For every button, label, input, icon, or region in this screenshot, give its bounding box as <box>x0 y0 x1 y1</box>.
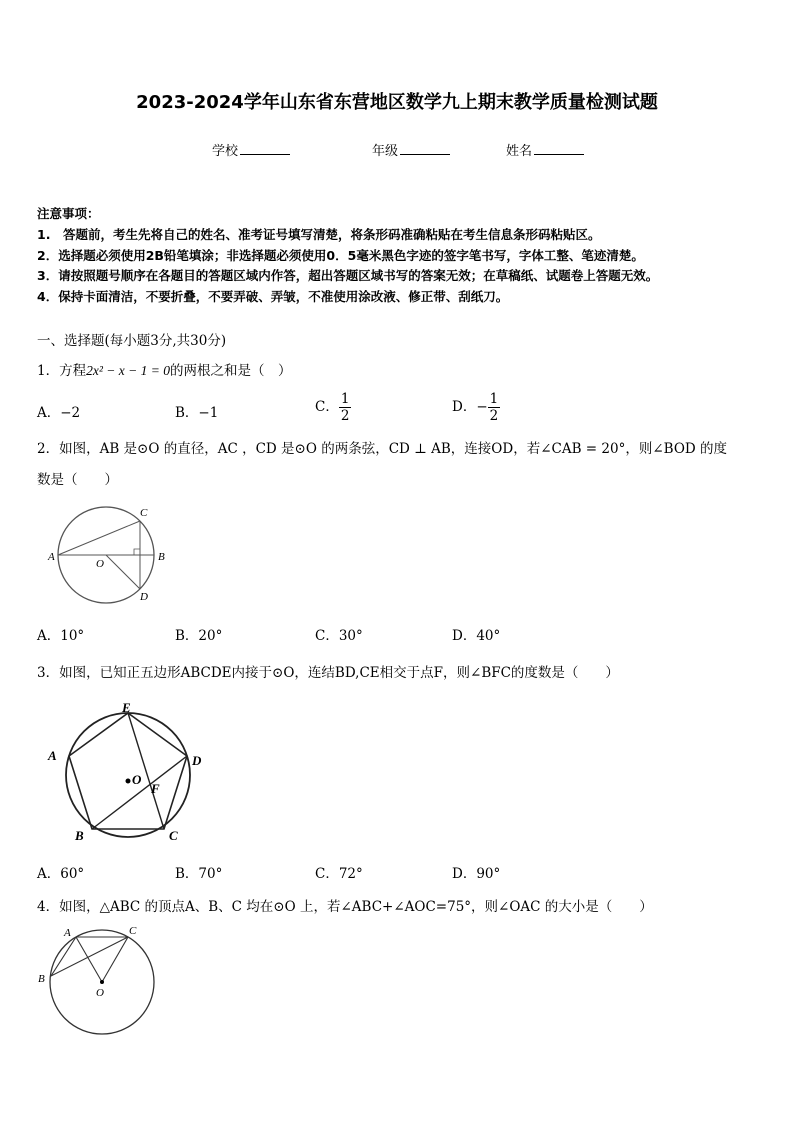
school-blank[interactable] <box>240 143 290 155</box>
grade-blank[interactable] <box>400 143 450 155</box>
q3-label-a: A <box>48 748 57 763</box>
question-1 <box>37 359 291 379</box>
q1-equation: 2x² − x − 1 = 0 <box>86 363 170 378</box>
grade-field <box>372 140 450 159</box>
name-field <box>506 140 584 159</box>
q3-pentagon <box>69 713 187 829</box>
q3-figure <box>44 697 214 847</box>
q1-suffix: 的两根之和是（ ） <box>169 363 292 379</box>
q2-option-b[interactable]: B．20° <box>175 628 223 644</box>
question-3: 3．如图，已知正五边形ABCDE内接于⊙O，连结BD,CE相交于点F，则∠BFC的度数是（ ） <box>37 665 619 681</box>
question-2-line-1: 2．如图，AB 是⊙O 的直径，AC ，CD 是⊙O 的两条弦，CD ⊥ AB，连接OD，若∠CAB = 20°，则∠BOD 的度 <box>37 441 727 457</box>
q3-center-dot <box>126 779 131 784</box>
note-item: 4．保持卡面清洁，不要折叠，不要弄破、弄皱，不准使用涂改液、修正带、刮纸刀。 <box>37 289 509 304</box>
school-label: 学校 <box>212 144 239 159</box>
q2-label-c: C <box>140 507 148 519</box>
q3-circle <box>66 713 190 837</box>
q2-option-d[interactable]: D．40° <box>452 628 501 644</box>
q4-label-a: A <box>64 927 71 939</box>
q3-label-c: C <box>169 828 178 843</box>
q3-diagonal-ce <box>128 713 164 829</box>
q1-prefix: 1．方程 <box>37 363 87 379</box>
q1-option-c-label: C． <box>315 399 339 415</box>
q4-label-c: C <box>129 925 137 937</box>
name-blank[interactable] <box>534 143 584 155</box>
note-item: 3．请按照题号顺序在各题目的答题区域内作答，超出答题区域书写的答案无效；在草稿纸、试题卷上答题无效。 <box>37 268 659 283</box>
q4-figure <box>36 922 166 1042</box>
q1-option-b[interactable]: B．−1 <box>175 405 219 421</box>
q2-segment-od <box>106 555 140 589</box>
q1-option-c-fraction <box>339 391 352 424</box>
q1-option-d[interactable] <box>452 391 500 424</box>
q2-label-o: O <box>96 558 104 570</box>
page-title: 2023-2024学年山东省东营地区数学九上期末教学质量检测试题 <box>136 92 658 113</box>
q3-option-c[interactable]: C．72° <box>315 866 363 882</box>
q2-option-c[interactable]: C．30° <box>315 628 363 644</box>
fraction-numerator: 1 <box>340 391 350 407</box>
q4-label-o: O <box>96 987 104 999</box>
q3-option-b[interactable]: B．70° <box>175 866 223 882</box>
q2-chord-ac <box>58 521 140 555</box>
fraction-denominator: 2 <box>489 408 499 424</box>
q3-option-a[interactable]: A．60° <box>37 866 85 882</box>
section-heading: 一、选择题(每小题3分,共30分) <box>37 333 227 349</box>
school-field <box>212 140 290 159</box>
q4-segment-oa <box>76 937 102 982</box>
q2-right-angle-mark <box>134 549 140 555</box>
q3-label-o: O <box>132 772 142 787</box>
q2-label-b: B <box>158 551 165 563</box>
question-2-line-2: 数是（ ） <box>37 472 118 488</box>
q3-label-f: F <box>151 781 160 796</box>
notes-heading: 注意事项： <box>37 206 100 221</box>
grade-label: 年级 <box>372 144 399 159</box>
note-item: 2．选择题必须使用2B铅笔填涂；非选择题必须使用0．5毫米黑色字迹的签字笔书写，字体工整、笔迹清楚。 <box>37 248 644 263</box>
question-4: 4．如图，△ABC 的顶点A、B、C 均在⊙O 上，若∠ABC+∠AOC=75°，则∠OAC 的大小是（ ） <box>37 899 653 915</box>
q2-label-a: A <box>48 551 55 563</box>
q3-label-b: B <box>75 828 84 843</box>
name-label: 姓名 <box>506 144 533 159</box>
q1-option-d-fraction <box>488 391 501 424</box>
q2-figure <box>40 500 170 610</box>
note-item: 1. 答题前，考生先将自己的姓名、准考证号填写清楚，将条形码准确粘贴在考生信息条形码粘贴区。 <box>37 227 601 242</box>
q3-label-d: D <box>192 753 202 768</box>
q3-label-e: E <box>122 700 131 715</box>
q4-label-b: B <box>38 973 45 985</box>
q3-option-d[interactable]: D．90° <box>452 866 501 882</box>
q2-label-d: D <box>140 591 148 603</box>
fraction-denominator: 2 <box>340 408 350 424</box>
q2-option-a[interactable]: A．10° <box>37 628 85 644</box>
q4-center-dot <box>100 980 104 984</box>
q1-option-d-label: D．− <box>452 399 488 415</box>
q1-option-a[interactable]: A．−2 <box>37 405 81 421</box>
q1-option-c[interactable] <box>315 391 351 424</box>
fraction-numerator: 1 <box>489 391 499 407</box>
